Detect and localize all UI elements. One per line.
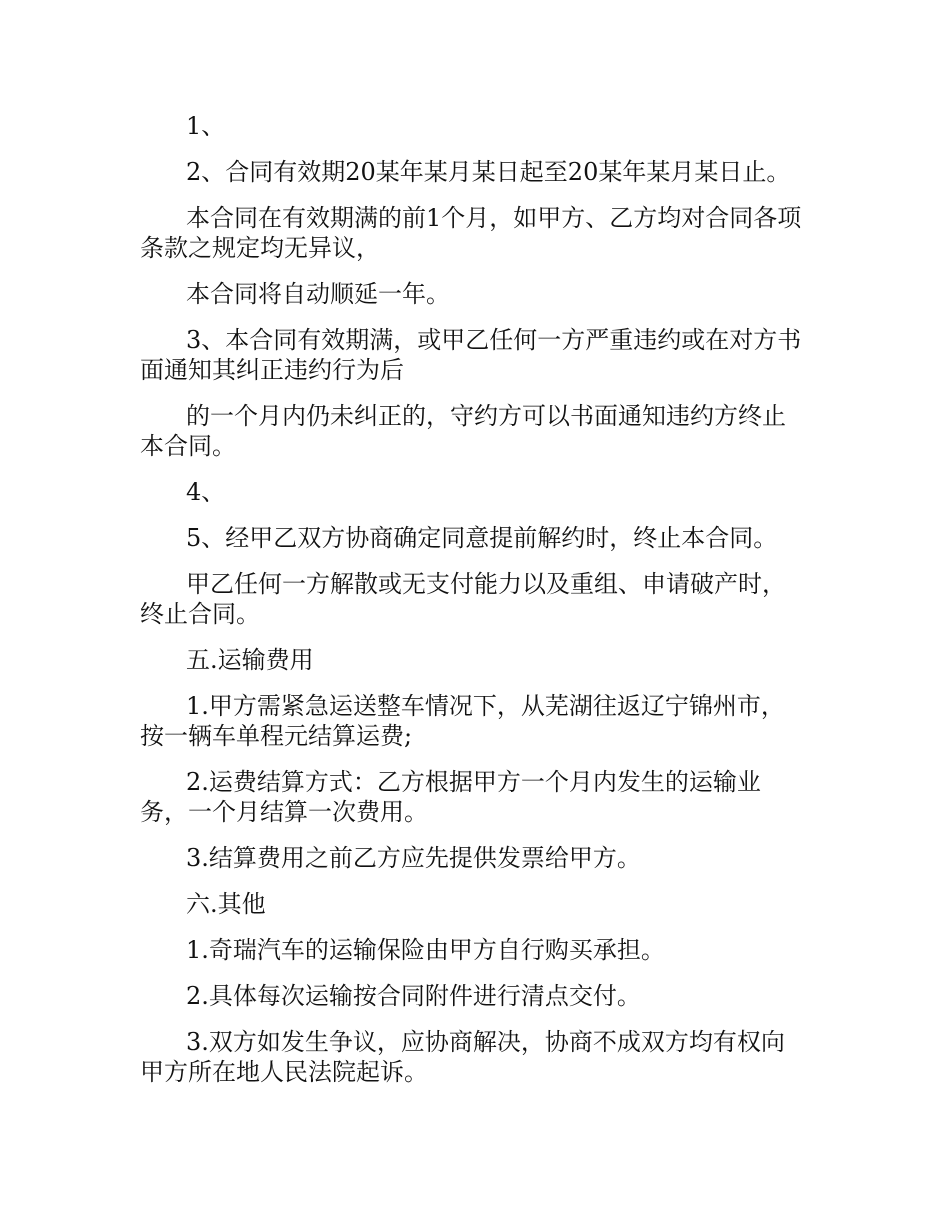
paragraph-fee-urgent-transport: 1.甲方需紧急运送整车情况下，从芜湖往返辽宁锦州市，按一辆车单程元结算运费;: [140, 692, 785, 750]
paragraph-mutual-termination: 5、经甲乙双方协商确定同意提前解约时，终止本合同。: [186, 524, 778, 552]
paragraph-bankruptcy-termination: 甲乙任何一方解散或无支付能力以及重组、申请破产时，终止合同。: [140, 570, 786, 628]
paragraph-clause-4: 4、: [186, 478, 226, 506]
paragraph-validity-period: 2、合同有效期20某年某月某日起至20某年某月某日止。: [186, 158, 791, 186]
section-heading-other: 六.其他: [186, 890, 266, 918]
paragraph-termination-notice: 的一个月内仍未纠正的，守约方可以书面通知违约方终止本合同。: [140, 402, 786, 460]
paragraph-termination-breach: 3、本合同有效期满，或甲乙任何一方严重违约或在对方书面通知其纠正违约行为后: [140, 326, 802, 384]
section-heading-transport-fees: 五.运输费用: [186, 646, 314, 674]
paragraph-expiry-notice: 本合同在有效期满的前1个月，如甲方、乙方均对合同各项条款之规定均无异议，: [140, 204, 802, 262]
document-body: [140, 111, 808, 1103]
paragraph-insurance: 1.奇瑞汽车的运输保险由甲方自行购买承担。: [186, 936, 665, 964]
paragraph-fee-settlement-method: 2.运费结算方式：乙方根据甲方一个月内发生的运输业务，一个月结算一次费用。: [140, 768, 761, 826]
paragraph-auto-renewal: 本合同将自动顺延一年。: [186, 280, 450, 308]
paragraph-clause-1: 1、: [186, 112, 226, 140]
paragraph-dispute-resolution: 3.双方如发生争议，应协商解决，协商不成双方均有权向甲方所在地人民法院起诉。: [140, 1028, 785, 1086]
paragraph-fee-invoice: 3.结算费用之前乙方应先提供发票给甲方。: [186, 844, 641, 872]
paragraph-delivery-check: 2.具体每次运输按合同附件进行清点交付。: [186, 982, 641, 1010]
